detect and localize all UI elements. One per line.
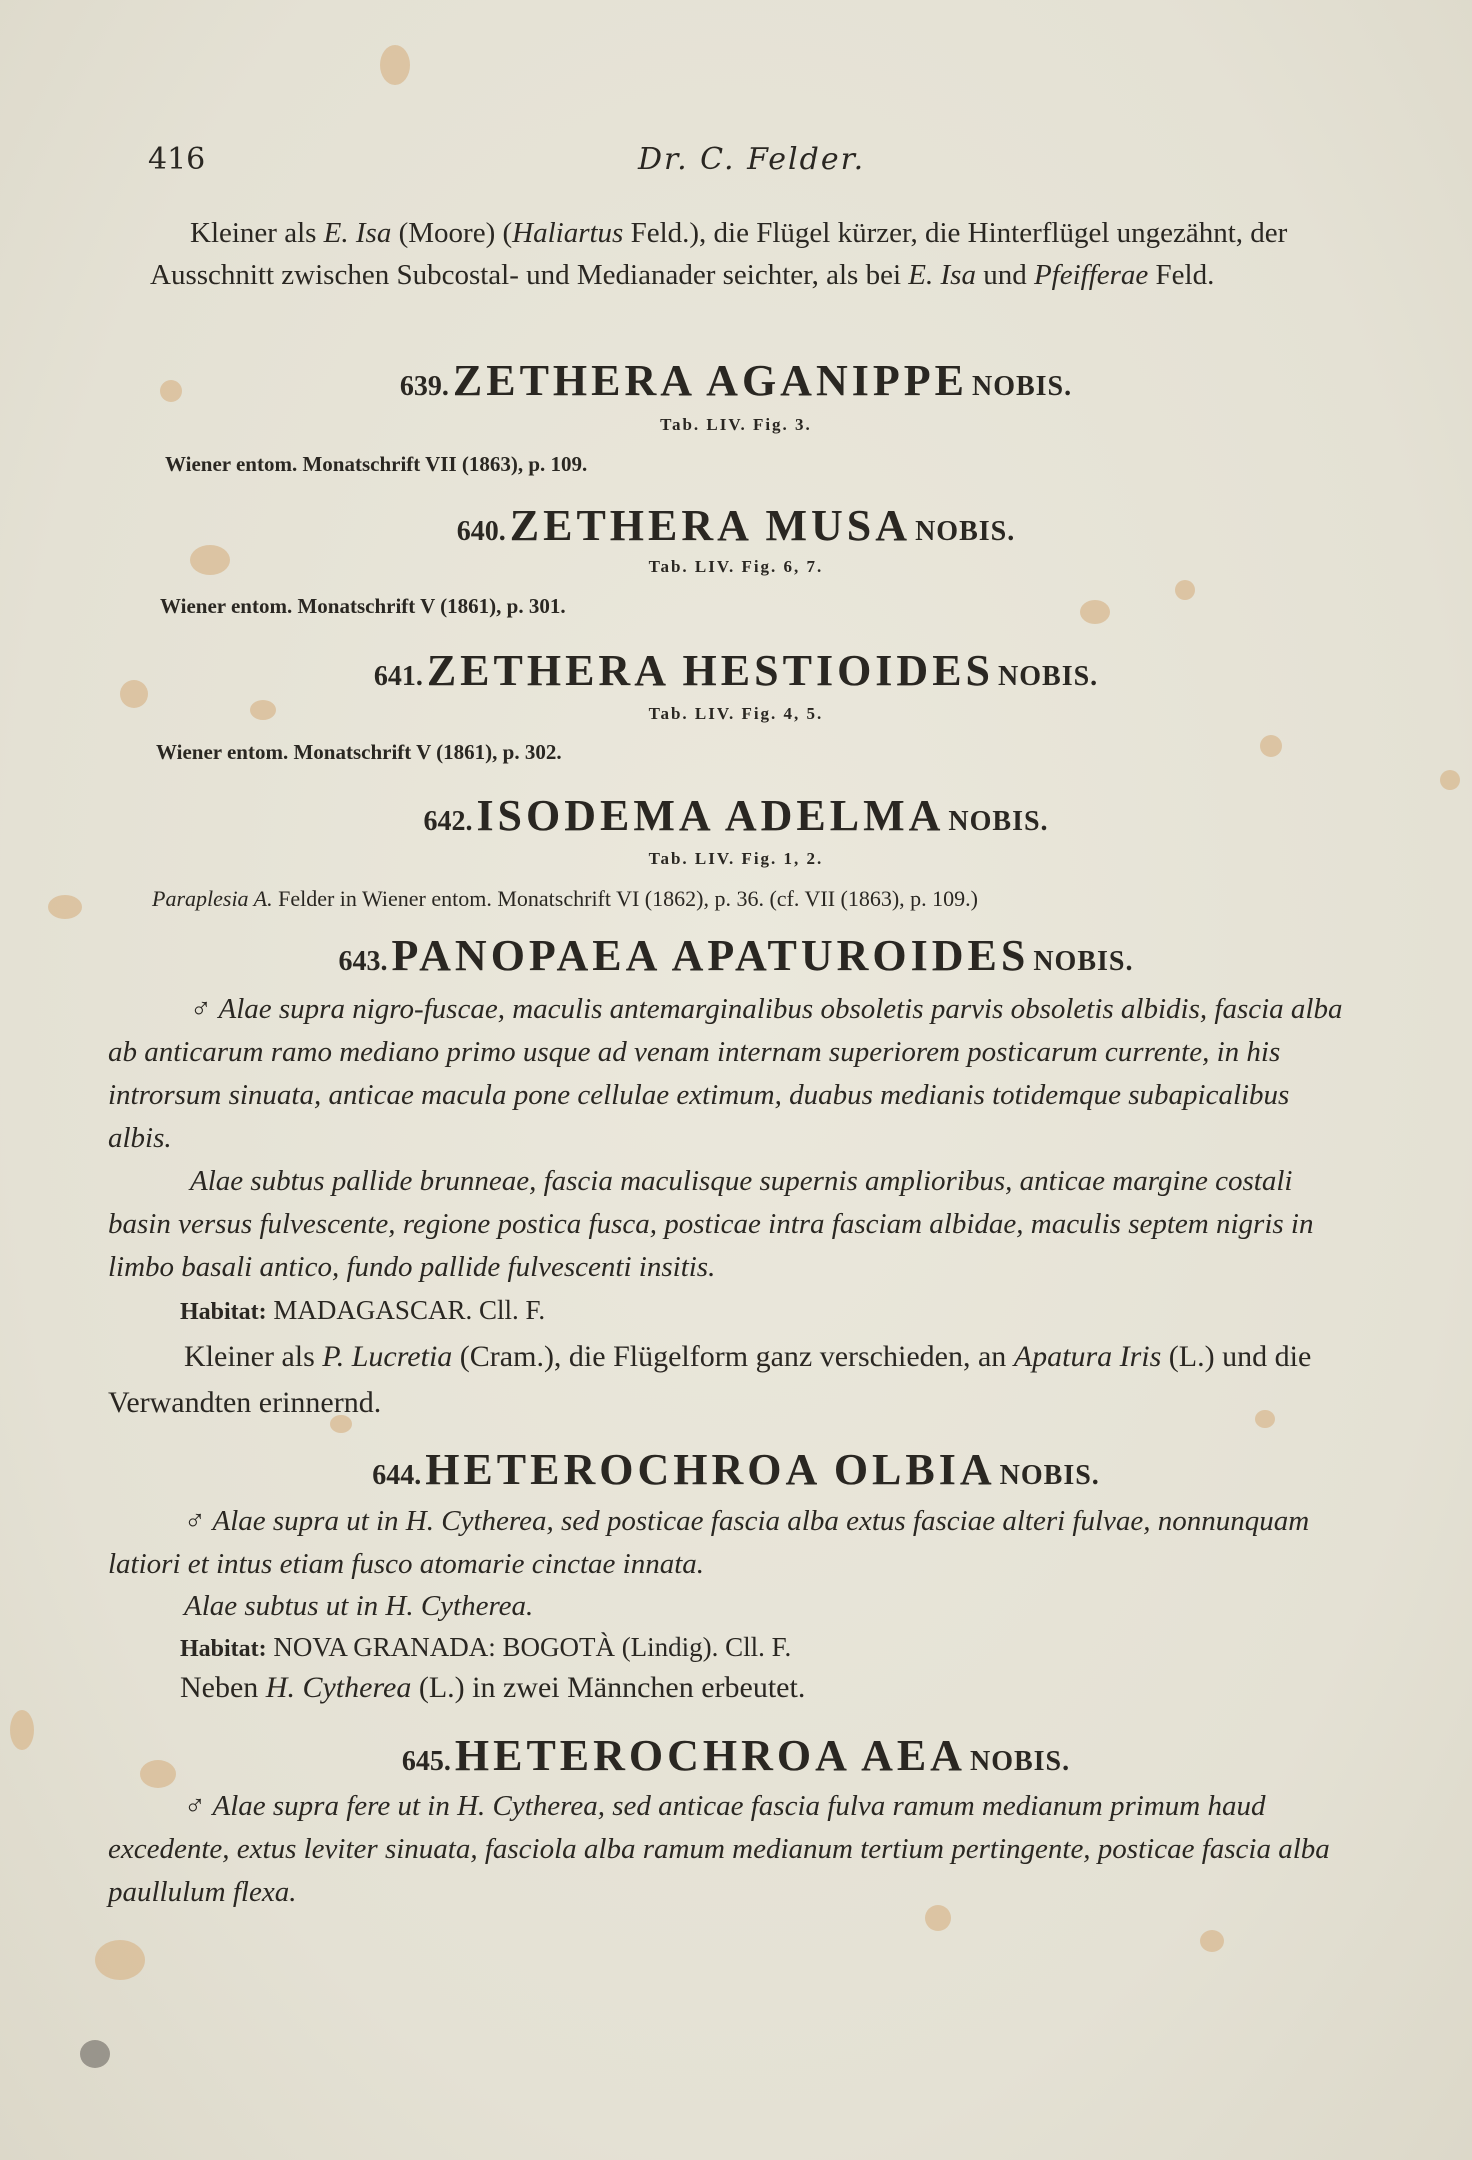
foxing-spot bbox=[48, 895, 82, 919]
plate-reference: Tab. LIV. Fig. 4, 5. bbox=[648, 704, 824, 723]
latin-description: Alae subtus ut in H. Cytherea. bbox=[184, 1590, 534, 1622]
german-note: Kleiner als P. Lucretia (Cram.), die Flügelform ganz verschieden, an Apatura Iris (L.) und die Verwandten erinnernd. bbox=[108, 1340, 1312, 1419]
species-heading-641: 641. ZETHERA HESTIOIDES NOBIS. bbox=[373, 646, 1099, 695]
intro-paragraph: Kleiner als E. Isa (Moore) (Haliartus Feld.), die Flügel kürzer, die Hinterflügel ungezähnt, der Ausschnitt zwischen Subcostal- und Medianader seichter, als bei E. Isa und Pfeifferae Feld. bbox=[150, 217, 1288, 291]
running-header bbox=[148, 142, 1388, 182]
literature-reference: Wiener entom. Monatschrift V (1861), p. 301. bbox=[160, 594, 566, 618]
species-heading-643: 643. PANOPAEA APATUROIDES NOBIS. bbox=[338, 931, 1134, 980]
latin-description: Alae subtus pallide brunneae, fascia maculisque supernis amplioribus, anticae margine costali basin versus fulvescente, regione postica fusca, posticae intra fasciam albidae, maculis septem nigris in limbo basali antico, fundo pallide fulvescenti insitis. bbox=[108, 1165, 1314, 1283]
latin-description: ♂ Alae supra nigro-fuscae, maculis antemarginalibus obsoletis parvis obsoletis albidis, fascia alba ab anticarum ramo mediano primo usque ad venam internam superiorem posticarum currente, in his introrsum sinuata, anticae macula pone cellulae extimum, duabus medianis totidemque subapicalibus albis. bbox=[108, 993, 1343, 1154]
page-number: 416 bbox=[148, 142, 206, 177]
species-heading-639: 639. ZETHERA AGANIPPE NOBIS. bbox=[399, 356, 1073, 405]
habitat-line: Habitat: NOVA GRANADA: BOGOTÀ (Lindig). Cll. F. bbox=[180, 1632, 792, 1662]
literature-reference: Wiener entom. Monatschrift VII (1863), p. 109. bbox=[165, 452, 588, 476]
foxing-spot bbox=[1175, 580, 1195, 600]
latin-description: ♂ Alae supra fere ut in H. Cytherea, sed anticae fascia fulva ramum medianum primum haud excedente, extus leviter sinuata, fasciola alba ramum medianum tertium pertingente, posticae fascia alba paullulum flexa. bbox=[108, 1790, 1330, 1908]
plate-reference: Tab. LIV. Fig. 1, 2. bbox=[648, 849, 824, 868]
foxing-spot bbox=[380, 45, 410, 85]
running-title: Dr. C. Felder. bbox=[638, 142, 866, 177]
plate-reference: Tab. LIV. Fig. 6, 7. bbox=[648, 557, 824, 576]
literature-reference: Wiener entom. Monatschrift V (1861), p. 302. bbox=[156, 740, 562, 764]
literature-reference: Paraplesia A. Felder in Wiener entom. Monatschrift VI (1862), p. 36. (cf. VII (1863), p. 109.) bbox=[152, 886, 979, 911]
foxing-spot bbox=[80, 2040, 110, 2068]
foxing-spot bbox=[95, 1940, 145, 1980]
species-heading-644: 644. HETEROCHROA OLBIA NOBIS. bbox=[372, 1445, 1100, 1494]
foxing-spot bbox=[1440, 770, 1460, 790]
habitat-line: Habitat: MADAGASCAR. Cll. F. bbox=[180, 1295, 546, 1325]
species-heading-640: 640. ZETHERA MUSA NOBIS. bbox=[456, 501, 1016, 550]
foxing-spot bbox=[1200, 1930, 1224, 1952]
species-heading-642: 642. ISODEMA ADELMA NOBIS. bbox=[423, 791, 1049, 840]
latin-description: ♂ Alae supra ut in H. Cytherea, sed posticae fascia alba extus fasciae alteri fulvae, nonnunquam latiori et intus etiam fusco atomarie cinctae innata. bbox=[108, 1505, 1310, 1580]
species-heading-645: 645. HETEROCHROA AEA NOBIS. bbox=[401, 1731, 1071, 1780]
german-note: Neben H. Cytherea (L.) in zwei Männchen erbeutet. bbox=[180, 1671, 806, 1704]
plate-reference: Tab. LIV. Fig. 3. bbox=[660, 415, 812, 434]
foxing-spot bbox=[1260, 735, 1282, 757]
foxing-spot bbox=[1080, 600, 1110, 624]
